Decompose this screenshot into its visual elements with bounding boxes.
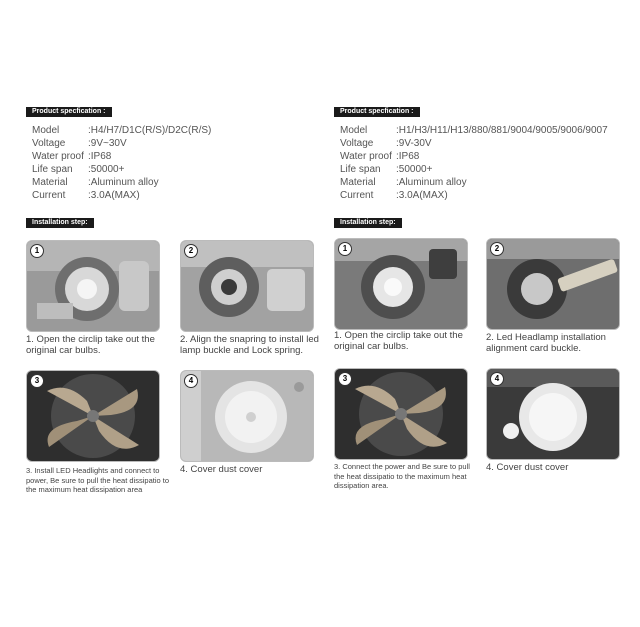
spec-value: :50000+ bbox=[396, 164, 433, 175]
step-2-caption: 2. Led Headlamp installation alignment card buckle. bbox=[486, 332, 606, 354]
spec-value: :3.0A(MAX) bbox=[88, 190, 140, 201]
step-number: 4 bbox=[184, 374, 198, 388]
step-3-caption: 3. Connect the power and Be sure to pull the heat dissipatio to the maximum heat dissipation area. bbox=[334, 462, 470, 490]
step-1-caption: 1. Open the circlip take out the original car bulbs. bbox=[334, 330, 463, 352]
spec-value: :50000+ bbox=[88, 164, 125, 175]
spec-row bbox=[32, 124, 211, 137]
spec-value: :Aluminum alloy bbox=[88, 177, 159, 188]
spec-row bbox=[340, 124, 608, 137]
spec-row bbox=[32, 137, 211, 150]
spec-header: Product specfication : bbox=[26, 107, 112, 117]
step-4-photo bbox=[486, 368, 620, 460]
spec-key: Water proof bbox=[32, 151, 84, 162]
spec-key: Life span bbox=[340, 164, 381, 175]
spec-key: Water proof bbox=[340, 151, 392, 162]
step-number: 4 bbox=[490, 372, 504, 386]
dust-cover-image bbox=[487, 369, 619, 459]
step-number: 2 bbox=[490, 242, 504, 256]
dust-cover-image bbox=[181, 371, 313, 461]
spec-row bbox=[340, 189, 608, 202]
step-2-photo bbox=[180, 240, 314, 332]
spec-row bbox=[32, 150, 211, 163]
spec-key: Model bbox=[340, 125, 368, 136]
spec-key: Material bbox=[32, 177, 68, 188]
step-3-caption: 3. Install LED Headlights and connect to power, Be sure to pull the heat dissipatio to the maximum heat dissipation area bbox=[26, 466, 170, 494]
spec-value: :9V~30V bbox=[88, 138, 127, 149]
step-4-caption: 4. Cover dust cover bbox=[486, 462, 569, 473]
spec-table bbox=[340, 124, 608, 202]
spec-key: Voltage bbox=[32, 138, 66, 149]
headlamp-socket-image bbox=[181, 241, 313, 331]
spec-key: Current bbox=[32, 190, 66, 201]
install-header: Installation step: bbox=[334, 218, 402, 228]
spec-row bbox=[340, 176, 608, 189]
spec-key: Voltage bbox=[340, 138, 374, 149]
heat-sink-braids-image bbox=[335, 369, 467, 459]
step-number: 3 bbox=[30, 374, 44, 388]
spec-row bbox=[32, 189, 211, 202]
spec-row bbox=[340, 137, 608, 150]
headlamp-bulb-image bbox=[335, 239, 467, 329]
led-headlamp-install-image bbox=[487, 239, 619, 329]
step-2-caption: 2. Align the snapring to install led lamp buckle and Lock spring. bbox=[180, 334, 319, 356]
spec-key: Life span bbox=[32, 164, 73, 175]
step-4-photo bbox=[180, 370, 314, 462]
step-3-photo bbox=[26, 370, 160, 462]
spec-value: :3.0A(MAX) bbox=[396, 190, 448, 201]
spec-row bbox=[32, 176, 211, 189]
spec-value: :H4/H7/D1C(R/S)/D2C(R/S) bbox=[88, 125, 212, 136]
step-2-photo bbox=[486, 238, 620, 330]
step-1-caption: 1. Open the circlip take out the original car bulbs. bbox=[26, 334, 155, 356]
step-3-photo bbox=[334, 368, 468, 460]
install-header: Installation step: bbox=[26, 218, 94, 228]
left-column bbox=[22, 0, 322, 627]
step-number: 1 bbox=[30, 244, 44, 258]
step-number: 1 bbox=[338, 242, 352, 256]
spec-table bbox=[32, 124, 211, 202]
step-4-caption: 4. Cover dust cover bbox=[180, 464, 263, 475]
spec-value: :H1/H3/H11/H13/880/881/9004/9005/9006/9007 bbox=[396, 125, 608, 136]
step-1-photo bbox=[334, 238, 468, 330]
spec-value: :IP68 bbox=[88, 151, 112, 162]
spec-row bbox=[32, 163, 211, 176]
heat-sink-braids-image bbox=[27, 371, 159, 461]
spec-key: Material bbox=[340, 177, 376, 188]
spec-value: :IP68 bbox=[396, 151, 420, 162]
spec-value: :9V-30V bbox=[396, 138, 432, 149]
spec-key: Model bbox=[32, 125, 60, 136]
headlamp-bulb-image bbox=[27, 241, 159, 331]
right-column bbox=[330, 0, 630, 627]
step-number: 2 bbox=[184, 244, 198, 258]
spec-header: Product specfication : bbox=[334, 107, 420, 117]
spec-key: Current bbox=[340, 190, 374, 201]
step-number: 3 bbox=[338, 372, 352, 386]
spec-value: :Aluminum alloy bbox=[396, 177, 467, 188]
step-1-photo bbox=[26, 240, 160, 332]
spec-row bbox=[340, 163, 608, 176]
spec-row bbox=[340, 150, 608, 163]
